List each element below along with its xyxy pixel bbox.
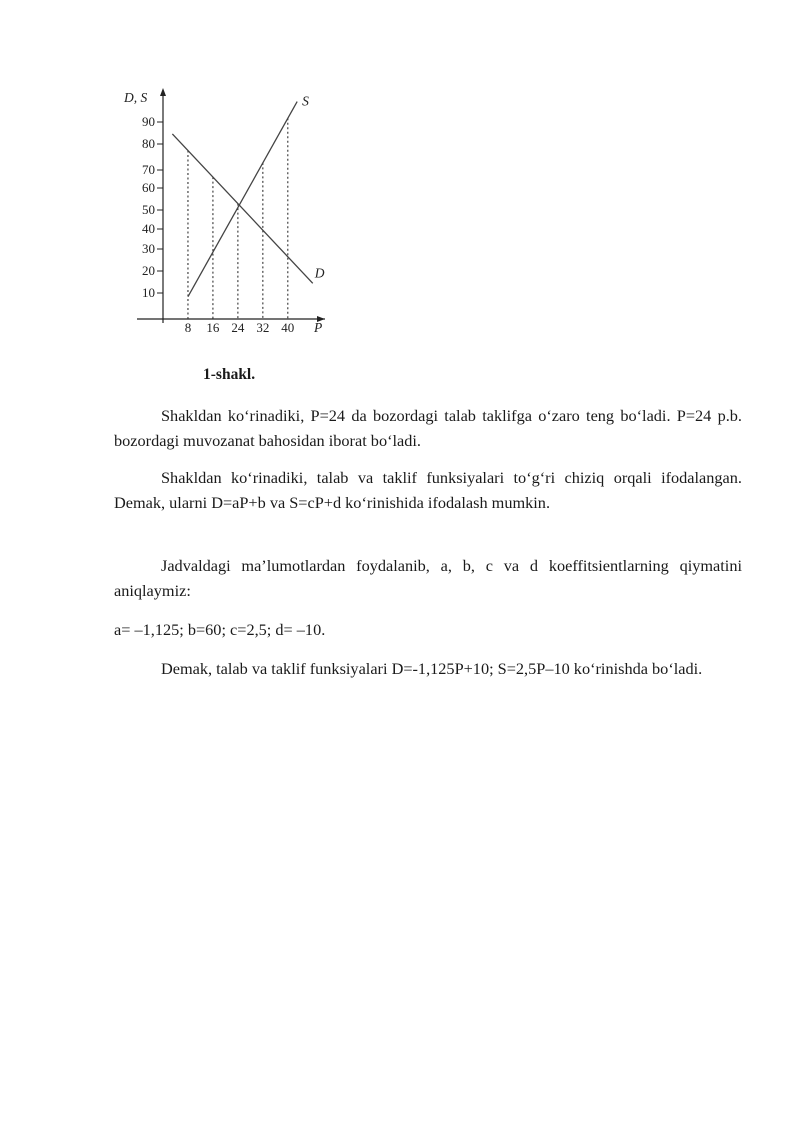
paragraph-equilibrium: Shakldan ko‘rinadiki, P=24 da bozordagi talab taklifga o‘zaro teng bo‘ladi. P=24 p.b. bozordagi muvozanat bahosidan iborat bo‘ladi. — [114, 406, 742, 450]
y-tick-label: 70 — [142, 162, 155, 177]
series-label-s: S — [302, 93, 309, 109]
y-tick-label: 40 — [142, 221, 155, 236]
y-tick-label: 60 — [142, 180, 155, 195]
x-tick-label: 8 — [184, 320, 192, 335]
paragraph-linear-functions: Shakldan ko‘rinadiki, talab va taklif funksiyalari to‘g‘ri chiziq orqali ifodalangan. Demak, ularni D=aP+b va S=cP+d ko‘rinishida ifodalash mumkin. — [114, 468, 742, 512]
series-line-s — [188, 102, 297, 297]
x-tick-label: 40 — [281, 320, 295, 335]
chart-svg — [110, 80, 350, 342]
x-tick-label: 24 — [231, 320, 245, 335]
y-tick-label: 10 — [142, 285, 155, 300]
figure-caption: 1-shakl. — [203, 366, 256, 383]
series-line-d — [172, 134, 312, 283]
x-axis-title: P — [314, 320, 323, 335]
y-tick-label: 80 — [142, 136, 155, 151]
series-label-d: D — [314, 265, 325, 281]
y-tick-label: 90 — [142, 114, 155, 129]
y-tick-label: 50 — [142, 202, 155, 217]
x-tick-label: 16 — [206, 320, 220, 335]
y-axis-arrow — [160, 88, 166, 96]
y-tick-label: 30 — [142, 241, 155, 256]
x-tick-label: 32 — [256, 320, 270, 335]
paragraph-coefficient-values: a= –1,125; b=60; c=2,5; d= –10. — [114, 620, 326, 639]
y-axis-title: D, S — [124, 90, 148, 105]
paragraph-conclusion: Demak, talab va taklif funksiyalari D=-1,125P+10; S=2,5P–10 ko‘rinishda bo‘ladi. — [161, 659, 703, 678]
supply-demand-chart — [110, 80, 350, 342]
paragraph-coefficients-intro: Jadvaldagi ma’lumotlardan foydalanib, a, b, c va d koeffitsientlarning qiymatini aniqlaymiz: — [114, 556, 742, 600]
y-tick-label: 20 — [142, 263, 155, 278]
